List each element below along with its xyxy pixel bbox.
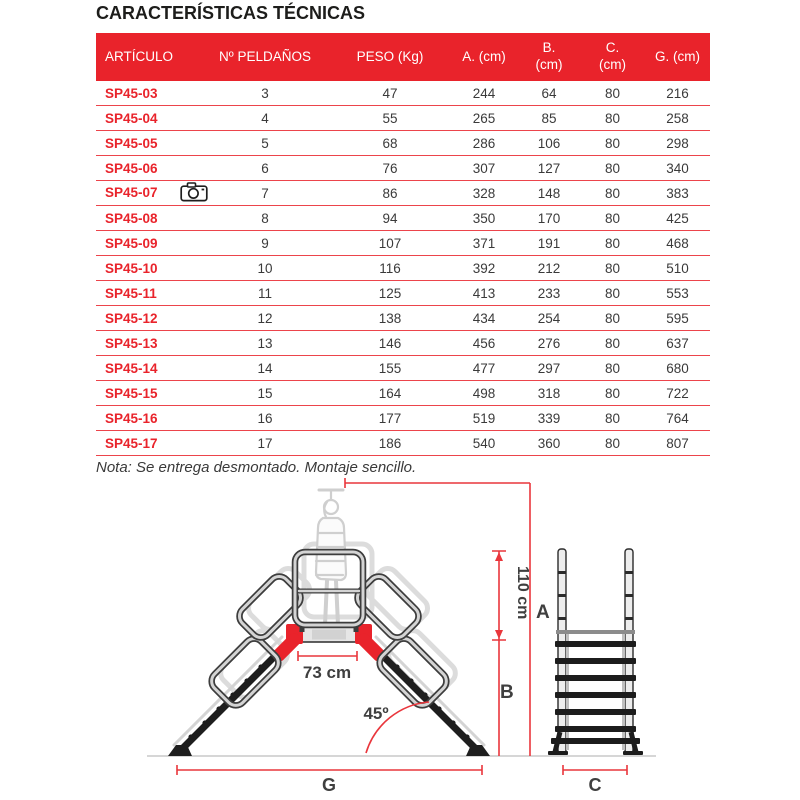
table-row: [96, 281, 710, 306]
table-row: [96, 206, 710, 231]
steps-value: 8: [200, 206, 330, 231]
weight-value: 86: [330, 181, 450, 206]
table-row: [96, 406, 710, 431]
weight-value: 47: [330, 81, 450, 106]
table-row: [96, 106, 710, 131]
dim-a-value: 434: [450, 306, 518, 331]
dim-c-value: 80: [580, 306, 645, 331]
steps-value: 12: [200, 306, 330, 331]
dim-c-value: 80: [580, 281, 645, 306]
dim-g-value: 298: [645, 131, 710, 156]
table-row: [96, 431, 710, 456]
steps-value: 10: [200, 256, 330, 281]
dim-b-value: 233: [518, 281, 580, 306]
dim-g-value: 510: [645, 256, 710, 281]
table-row: [96, 131, 710, 156]
dim-g-value: 468: [645, 231, 710, 256]
article-code: SP45-17: [96, 431, 200, 456]
dim-a-value: 328: [450, 181, 518, 206]
dim-b-value: 318: [518, 381, 580, 406]
dimension-diagram: [0, 478, 800, 800]
dim-c-value: 80: [580, 181, 645, 206]
table-row: [96, 306, 710, 331]
table-row: [96, 356, 710, 381]
article-code: SP45-08: [96, 206, 200, 231]
dim-g-value: 216: [645, 81, 710, 106]
steps-value: 11: [200, 281, 330, 306]
label-angle: 45º: [363, 704, 389, 723]
dim-b-value: 85: [518, 106, 580, 131]
article-code: SP45-05: [96, 131, 200, 156]
weight-value: 76: [330, 156, 450, 181]
label-dim-a: A: [536, 602, 550, 623]
steps-value: 7: [200, 181, 330, 206]
steps-value: 5: [200, 131, 330, 156]
dim-b-value: 339: [518, 406, 580, 431]
dim-a-value: 498: [450, 381, 518, 406]
specs-table-body: [96, 81, 710, 456]
dim-g-value: 764: [645, 406, 710, 431]
steps-value: 16: [200, 406, 330, 431]
weight-value: 177: [330, 406, 450, 431]
weight-value: 125: [330, 281, 450, 306]
column-header: ARTÍCULO: [105, 48, 174, 64]
dim-a-value: 350: [450, 206, 518, 231]
ladder-front-view: [548, 549, 643, 755]
article-code: SP45-13: [96, 331, 200, 356]
dim-c-value: 80: [580, 431, 645, 456]
specs-table-header-row: [96, 33, 710, 81]
dim-a-value: 286: [450, 131, 518, 156]
dim-b-value: 254: [518, 306, 580, 331]
column-header: G. (cm): [655, 48, 700, 64]
dim-g-value: 553: [645, 281, 710, 306]
dim-a-value: 519: [450, 406, 518, 431]
dim-c-value: 80: [580, 206, 645, 231]
dim-g-value: 680: [645, 356, 710, 381]
article-code: SP45-14: [96, 356, 200, 381]
camera-icon[interactable]: [180, 182, 208, 202]
table-row: [96, 181, 710, 206]
dim-b-value: 191: [518, 231, 580, 256]
ghost-person-figure: [316, 490, 346, 625]
dim-b-value: 297: [518, 356, 580, 381]
label-upper-height: 110 cm: [514, 566, 531, 620]
weight-value: 146: [330, 331, 450, 356]
steps-value: 14: [200, 356, 330, 381]
article-code: SP45-04: [96, 106, 200, 131]
label-dim-b: B: [500, 682, 514, 703]
dim-a-value: 477: [450, 356, 518, 381]
steps-value: 4: [200, 106, 330, 131]
dim-c-value: 80: [580, 331, 645, 356]
table-row: [96, 381, 710, 406]
weight-value: 116: [330, 256, 450, 281]
dim-a-value: 413: [450, 281, 518, 306]
article-code: SP45-06: [96, 156, 200, 181]
article-code: SP45-15: [96, 381, 200, 406]
article-code: SP45-07: [96, 181, 200, 206]
dim-c-value: 80: [580, 356, 645, 381]
dim-c-value: 80: [580, 131, 645, 156]
dim-c-value: 80: [580, 231, 645, 256]
weight-value: 94: [330, 206, 450, 231]
weight-value: 107: [330, 231, 450, 256]
column-header: PESO (Kg): [356, 48, 424, 64]
dim-g-value: 258: [645, 106, 710, 131]
steps-value: 9: [200, 231, 330, 256]
article-code: SP45-11: [96, 281, 200, 306]
dim-b-value: 148: [518, 181, 580, 206]
dim-g-value: 383: [645, 181, 710, 206]
label-platform-width: 73 cm: [302, 663, 352, 682]
table-row: [96, 81, 710, 106]
dim-a-value: 265: [450, 106, 518, 131]
dim-g-value: 425: [645, 206, 710, 231]
dim-a-value: 540: [450, 431, 518, 456]
dim-c-value: 80: [580, 156, 645, 181]
dim-c-value: 80: [580, 256, 645, 281]
dim-a-value: 307: [450, 156, 518, 181]
steps-value: 3: [200, 81, 330, 106]
dim-g-value: 722: [645, 381, 710, 406]
column-header: B. (cm): [535, 40, 563, 72]
article-code: SP45-10: [96, 256, 200, 281]
page-title: CARACTERÍSTICAS TÉCNICAS: [96, 3, 366, 23]
steps-value: 6: [200, 156, 330, 181]
dim-a-value: 371: [450, 231, 518, 256]
dim-b-value: 360: [518, 431, 580, 456]
table-row: [96, 156, 710, 181]
article-code: SP45-09: [96, 231, 200, 256]
weight-value: 186: [330, 431, 450, 456]
weight-value: 138: [330, 306, 450, 331]
steps-value: 17: [200, 431, 330, 456]
dim-b-value: 106: [518, 131, 580, 156]
table-row: [96, 331, 710, 356]
dim-b-value: 64: [518, 81, 580, 106]
dim-g-value: 340: [645, 156, 710, 181]
dim-g-value: 807: [645, 431, 710, 456]
dim-a-value: 456: [450, 331, 518, 356]
specs-table: [96, 33, 710, 456]
dim-c-value: 80: [580, 406, 645, 431]
article-code: SP45-03: [96, 81, 200, 106]
dim-b-value: 170: [518, 206, 580, 231]
steps-value: 15: [200, 381, 330, 406]
weight-value: 68: [330, 131, 450, 156]
dim-a-value: 244: [450, 81, 518, 106]
dim-c-value: 80: [580, 106, 645, 131]
dim-g-value: 595: [645, 306, 710, 331]
dim-c-value: 80: [580, 381, 645, 406]
label-dim-g: G: [321, 775, 337, 795]
label-dim-c: C: [588, 775, 602, 795]
weight-value: 164: [330, 381, 450, 406]
dim-b-value: 276: [518, 331, 580, 356]
column-header: A. (cm): [462, 48, 506, 64]
dim-c-value: 80: [580, 81, 645, 106]
article-code: SP45-12: [96, 306, 200, 331]
steps-value: 13: [200, 331, 330, 356]
column-header: C. (cm): [599, 40, 626, 72]
dim-g-value: 637: [645, 331, 710, 356]
column-header: Nº PELDAÑOS: [219, 48, 311, 64]
table-row: [96, 256, 710, 281]
article-code: SP45-16: [96, 406, 200, 431]
weight-value: 55: [330, 106, 450, 131]
assembly-note: Nota: Se entrega desmontado. Montaje sencillo.: [96, 459, 417, 476]
table-row: [96, 231, 710, 256]
dim-b-value: 127: [518, 156, 580, 181]
dim-a-value: 392: [450, 256, 518, 281]
weight-value: 155: [330, 356, 450, 381]
dim-b-value: 212: [518, 256, 580, 281]
